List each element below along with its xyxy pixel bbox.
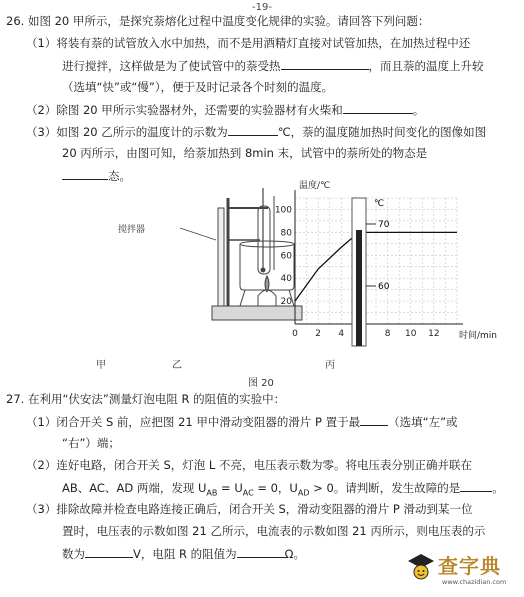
answer-blank[interactable] <box>281 58 369 70</box>
temperature-graph <box>275 179 497 341</box>
y-tick-label: 60 <box>280 251 292 262</box>
lamp-flame <box>265 276 269 292</box>
stirrer-pointer <box>180 228 216 240</box>
thermometer-unit: ℃ <box>374 199 385 209</box>
q27-p1-line1 <box>26 414 458 429</box>
alcohol-lamp <box>258 290 276 306</box>
q26-p3-text-a: （3）如图 20 乙所示的温度计的示数为 <box>26 125 228 139</box>
answer-blank[interactable] <box>237 546 285 558</box>
answer-blank[interactable] <box>360 414 388 426</box>
q27-p2-end: 。 <box>492 481 504 495</box>
q27-p3-text-b: V，电阻 R 的阻值为 <box>133 547 237 561</box>
subscript: AC <box>242 488 254 498</box>
page-number: -19- <box>252 2 272 13</box>
tripod-leg <box>240 290 245 306</box>
y-tick-label: 40 <box>280 274 292 285</box>
q27-p3-line3 <box>62 546 305 561</box>
q26-p2-text: （2）除图 20 甲所示实验器材外，还需要的实验器材有火柴和 <box>26 103 343 117</box>
y-tick-label: 20 <box>280 297 292 308</box>
beaker-rim <box>240 241 294 247</box>
q26-p1-text-a: 进行搅拌，这样做是为了使试管中的萘受热 <box>62 59 281 73</box>
q27-p2-text-c: = 0，U <box>253 481 298 495</box>
q26-p2 <box>26 102 424 117</box>
q26-p3-line1 <box>26 124 486 139</box>
y-tick-label: 100 <box>274 205 292 216</box>
q26-p3-end: 态。 <box>108 169 131 183</box>
thermo-tick-label: 60 <box>378 282 390 292</box>
q27-p2-text-a: AB、AC、AD 两端，发现 U <box>62 481 207 495</box>
answer-blank[interactable] <box>343 102 413 114</box>
q26-stem: 26. 如图 20 甲所示，是探究萘熔化过程中温度变化规律的实验。请回答下列问题： <box>6 14 430 28</box>
q27-p3-text-a: 数为 <box>62 547 85 561</box>
x-tick-label: 2 <box>315 329 322 339</box>
figure-label-b: 乙 <box>172 360 182 371</box>
y-axis-label: 温度/℃ <box>299 181 331 191</box>
subscript: AD <box>297 488 310 498</box>
stirrer-label: 搅拌器 <box>118 225 146 235</box>
answer-blank[interactable] <box>228 124 278 136</box>
subscript: AB <box>206 488 218 498</box>
q26-p1-text-b: ，而且萘的温度上升较 <box>368 59 484 73</box>
q27-p1-text-b: （选填“左”或 <box>388 415 458 429</box>
mercury-column <box>356 230 362 346</box>
q27-p3-end: Ω。 <box>284 547 305 561</box>
answer-blank[interactable] <box>460 480 492 492</box>
x-tick-label: 8 <box>384 329 391 339</box>
q26-p3-text-b: ℃，萘的温度随加热时间变化的图像如图 <box>277 125 487 139</box>
q26-p1-line1: （1）将装有萘的试管放入水中加热，而不是用酒精灯直接对试管加热，在加热过程中还 <box>26 36 471 50</box>
q27-p2-line1: （2）连好电路，闭合开关 S，灯泡 L 不亮，电压表示数为零。将电压表分别正确并联在 <box>26 458 472 472</box>
graduate-icon <box>408 552 434 582</box>
x-tick-label: 0 <box>292 329 298 339</box>
stand-pole <box>218 208 224 306</box>
q27-p3-line2: 置时，电压表的示数如图 21 乙所示，电流表的示数如图 21 丙所示，则电压表的示 <box>62 524 486 538</box>
q27-p2-text-d: > 0。请判断，发生故障的是 <box>309 481 461 495</box>
logo <box>408 548 520 594</box>
q26-p1-line3: （选填“快”或“慢”），便于及时记录各个时刻的温度。 <box>62 80 334 94</box>
figure-label-c: 丙 <box>325 360 335 371</box>
logo-text: 查字典 <box>438 554 501 578</box>
thermometer-bulb <box>261 268 265 272</box>
q26-p2-end: 。 <box>412 103 425 117</box>
stand-base <box>212 306 302 320</box>
x-axis-label: 时间/min <box>459 331 498 341</box>
x-tick-label: 12 <box>428 329 440 339</box>
logo-url: www.chazidian.com <box>442 578 507 586</box>
q26-p1-line2 <box>62 58 484 73</box>
figure-label-a: 甲 <box>96 360 106 371</box>
q27-p1-text-a: （1）闭合开关 S 前，应把图 21 甲中滑动变阻器的滑片 P 置于最 <box>26 415 361 429</box>
q27-p2-text-b: = U <box>217 481 243 495</box>
q27-p2-line2 <box>62 480 504 500</box>
y-tick-label: 80 <box>280 228 292 239</box>
q27-p1-line2: “右”）端； <box>62 436 120 450</box>
thermo-tick-label: 70 <box>378 220 390 230</box>
q27-stem: 27. 在利用“伏安法”测量灯泡电阻 R 的阻值的实验中： <box>6 392 286 406</box>
figure-20 <box>100 178 520 378</box>
x-tick-label: 4 <box>338 329 345 339</box>
figure-caption: 图 20 <box>248 378 274 389</box>
q27-p3-line1: （3）排除故障并检查电路连接正确后，闭合开关 S，滑动变阻器的滑片 P 滑动到某一位 <box>26 502 473 516</box>
answer-blank[interactable] <box>85 546 133 558</box>
x-tick-label: 10 <box>404 329 417 339</box>
q26-p3-line2: 20 丙所示，由图可知，给萘加热到 8min 末，试管中的萘所处的物态是 <box>62 146 428 160</box>
